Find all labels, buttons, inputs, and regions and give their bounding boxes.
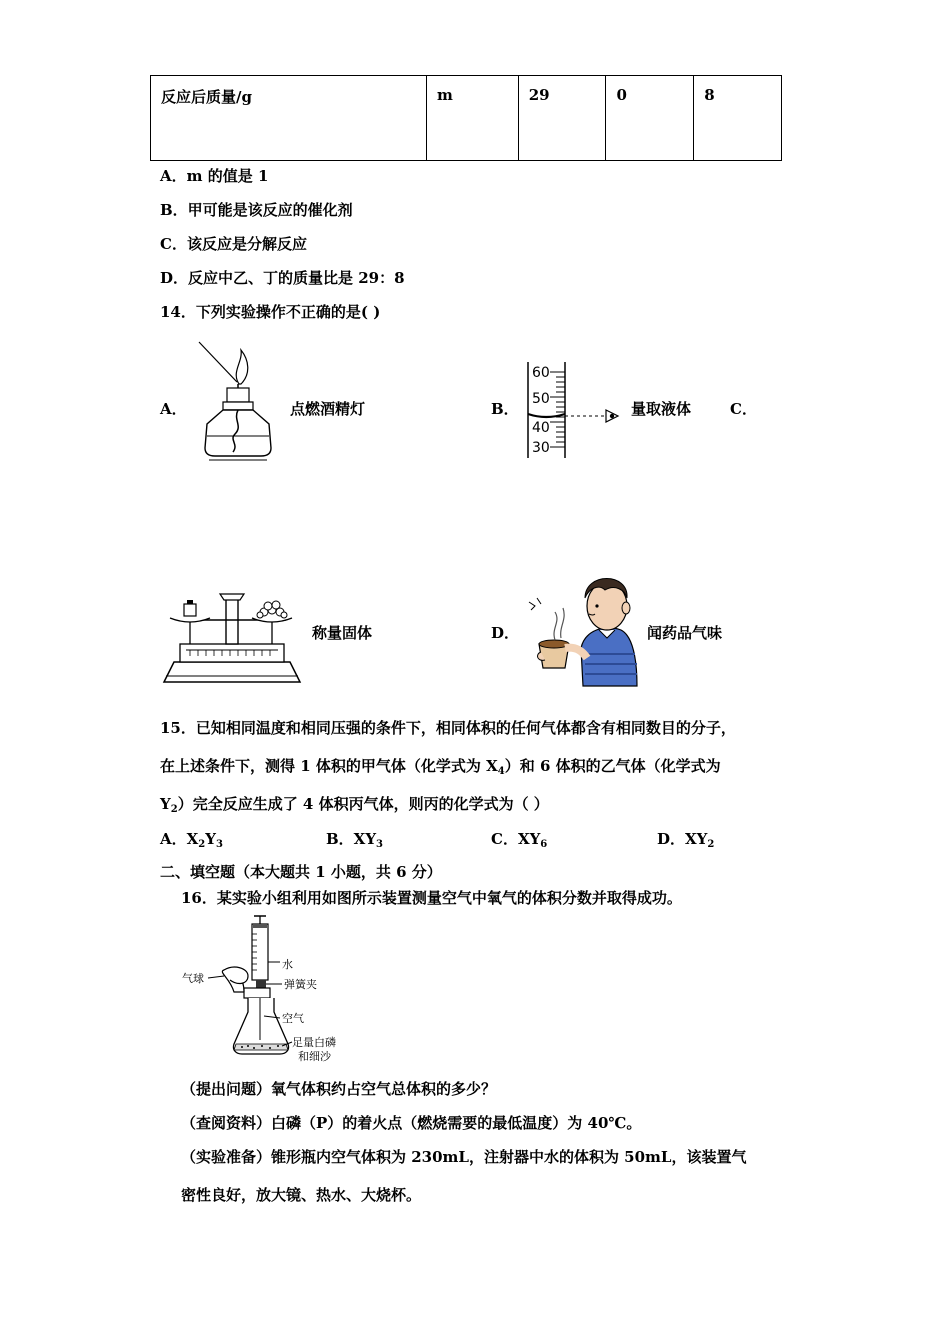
option-text: D．XY [657, 830, 708, 848]
cylinder-tick-label: 50 [532, 391, 550, 407]
table-cell: m [426, 76, 518, 161]
q15-option-d [657, 828, 714, 849]
subscript: 3 [376, 839, 383, 850]
subscript: 2 [707, 839, 715, 850]
q14-c-letter: C． [730, 400, 757, 418]
q15-line-3-text: Y [160, 795, 171, 813]
q15-line-2 [160, 755, 721, 776]
q15-line-3 [160, 793, 549, 814]
option-text: A．X [160, 830, 199, 848]
table-row [151, 76, 782, 161]
option-text: B．XY [326, 830, 377, 848]
graduated-cylinder-figure [520, 360, 630, 462]
label-air: 空气 [282, 1012, 304, 1025]
apparatus-figure [178, 912, 368, 1068]
table-cell: 29 [518, 76, 606, 161]
q16-preparation-line-2: 密性良好，放大镜、热水、大烧杯。 [181, 1186, 422, 1204]
q15-line-3-text: ）完全反应生成了 4 体积丙气体，则丙的化学式为（ ） [177, 795, 549, 813]
q15-option-b [326, 828, 383, 849]
q15-line-2-text: ）和 6 体积的乙气体（化学式为 [504, 757, 721, 775]
label-phosphorus: 足量白磷 [292, 1036, 336, 1049]
subscript: 4 [497, 766, 505, 777]
smelling-student-figure [525, 568, 640, 686]
option-text: Y [205, 830, 216, 848]
section-heading: 二、填空题（本大题共 1 小题，共 6 分） [160, 863, 442, 881]
q14-b-letter: B． [491, 400, 519, 418]
balance-figure [160, 590, 305, 688]
subscript: 6 [540, 839, 548, 850]
alcohol-lamp-figure [195, 340, 285, 465]
table-cell-label: 反应后质量/g [151, 76, 427, 161]
q13-option-b: B．甲可能是该反应的催化剂 [160, 201, 353, 219]
q15-line-2-text: 在上述条件下，测得 1 体积的甲气体（化学式为 X [160, 757, 498, 775]
label-clamp: 弹簧夹 [284, 978, 317, 991]
subscript: 2 [170, 804, 178, 815]
q14-b-caption: 量取液体 [631, 400, 692, 418]
q15-option-c [491, 828, 547, 849]
label-sand: 和细沙 [298, 1050, 331, 1063]
cylinder-tick-label: 60 [532, 365, 550, 381]
label-balloon: 气球 [182, 972, 204, 985]
q13-option-a: A．m 的值是 1 [160, 167, 269, 185]
subscript: 2 [198, 839, 206, 850]
q14-a-caption: 点燃酒精灯 [290, 400, 366, 418]
q14-a-letter: A． [160, 400, 187, 418]
q14-d-caption: 闻药品气味 [647, 624, 723, 642]
option-text: C．XY [491, 830, 541, 848]
q16-question: （提出问题）氧气体积约占空气总体积的多少？ [181, 1080, 497, 1098]
table-cell: 0 [606, 76, 694, 161]
q15-option-a [160, 828, 223, 849]
q14-stem: 14．下列实验操作不正确的是( ) [160, 303, 381, 321]
label-water: 水 [282, 958, 293, 971]
q13-option-d: D．反应中乙、丁的质量比是 29：8 [160, 269, 405, 287]
q14-c-caption: 称量固体 [312, 624, 373, 642]
subscript: 3 [215, 839, 223, 850]
cylinder-tick-label: 40 [532, 420, 550, 436]
q16-reference: （查阅资料）白磷（P）的着火点（燃烧需要的最低温度）为 40℃。 [181, 1114, 642, 1132]
cylinder-tick-label: 30 [532, 440, 550, 456]
q14-d-letter: D． [491, 624, 520, 642]
q16-stem: 16．某实验小组利用如图所示装置测量空气中氧气的体积分数并取得成功。 [181, 889, 682, 907]
q15-line-1: 15．已知相同温度和相同压强的条件下，相同体积的任何气体都含有相同数目的分子， [160, 719, 736, 737]
mass-table [150, 75, 782, 161]
table-cell: 8 [694, 76, 782, 161]
q13-option-c: C．该反应是分解反应 [160, 235, 307, 253]
q16-preparation-line-1: （实验准备）锥形瓶内空气体积为 230mL，注射器中水的体积为 50mL，该装置气 [181, 1148, 747, 1166]
